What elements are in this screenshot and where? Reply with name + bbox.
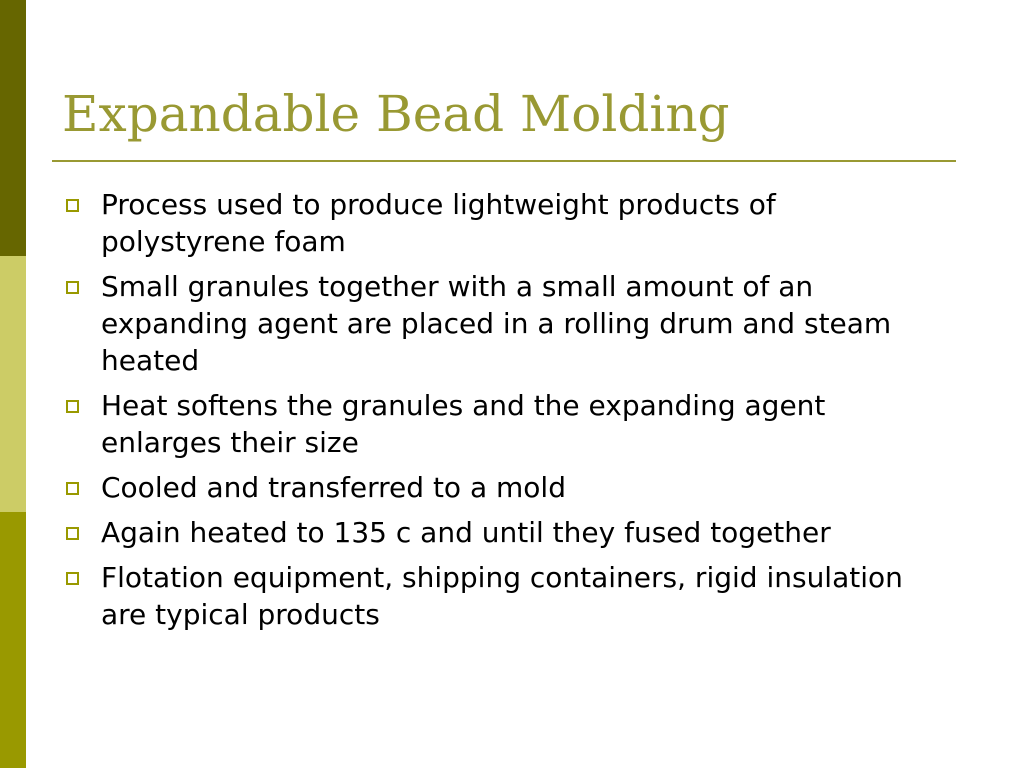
square-bullet-icon	[66, 482, 79, 495]
square-bullet-icon	[66, 400, 79, 413]
square-bullet-icon	[66, 572, 79, 585]
bullet-item	[62, 559, 942, 633]
bullet-item	[62, 469, 942, 506]
slide-title: Expandable Bead Molding	[62, 85, 730, 143]
square-bullet-icon	[66, 199, 79, 212]
square-bullet-icon	[66, 527, 79, 540]
bullet-text: Cooled and transferred to a mold	[101, 471, 566, 504]
bullet-item	[62, 268, 942, 379]
left-stripe-middle	[0, 256, 26, 512]
bullet-item	[62, 387, 942, 461]
bullet-text: Heat softens the granules and the expanding agent enlarges their size	[101, 389, 826, 459]
bullet-text: Flotation equipment, shipping containers, rigid insulation are typical products	[101, 561, 903, 631]
title-underline	[52, 160, 956, 162]
left-stripe-bottom	[0, 512, 26, 768]
bullet-text: Again heated to 135 c and until they fused together	[101, 516, 831, 549]
bullet-text: Small granules together with a small amount of an expanding agent are placed in a rolling drum and steam heated	[101, 270, 892, 377]
bullet-list	[62, 186, 942, 641]
square-bullet-icon	[66, 281, 79, 294]
left-stripe-top	[0, 0, 26, 256]
bullet-text: Process used to produce lightweight products of polystyrene foam	[101, 188, 776, 258]
bullet-item	[62, 186, 942, 260]
bullet-item	[62, 514, 942, 551]
